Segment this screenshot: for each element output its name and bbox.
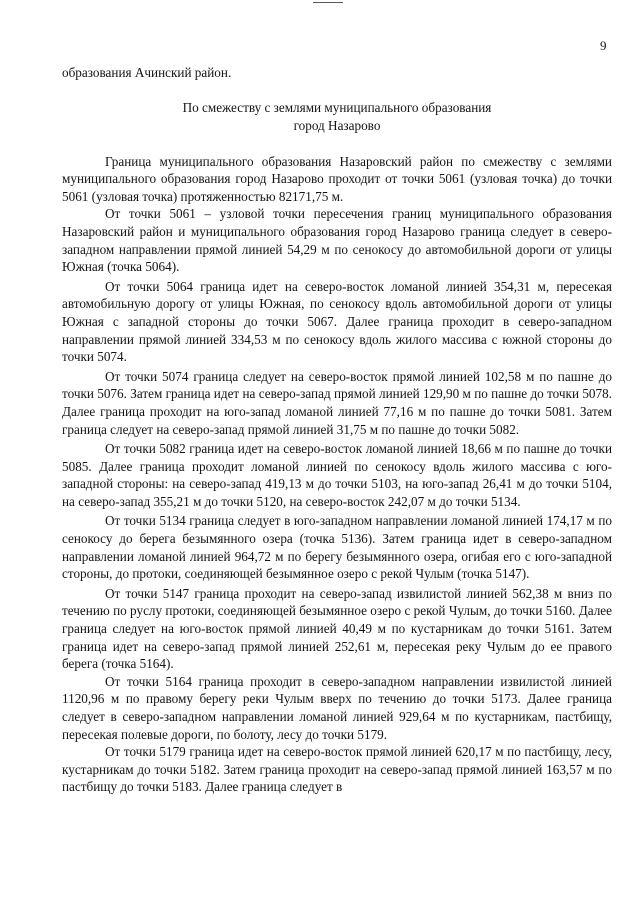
- paragraph-point-5164: От точки 5164 граница проходит в северо-западном направлении извилистой линией 1120,96 м по правому берегу реки Чулым вверх по течению до точки 5173. Далее граница следует в северо-западном направлении ломаной линией 929,64 м по кустарникам, пастбищу, пересекая полевые дороги, по болоту, лесу до точки 5179.: [62, 673, 612, 742]
- paragraph-point-5064: От точки 5064 граница идет на северо-восток ломаной линией 354,31 м, пересекая автомобильную дорогу от улицы Южная, по сенокосу вдоль автомобильной дороги от улицы Южная с западной стороны до точки 5067. Далее граница проходит в северо-западном направлении прямой линией 334,53 м по сенокосу вдоль жилого массива с южной стороны до точки 5074.: [62, 278, 612, 365]
- continuation-line: образования Ачинский район.: [62, 65, 232, 80]
- paragraph-point-5061: От точки 5061 – узловой точки пересечения границ муниципального образования Назаровский район и муниципального образования город Назарово граница следует в северо-западном направлении прямой линией 54,29 м по сенокосу до автомобильной дороги от улицы Южная (точка 5064).: [62, 206, 612, 275]
- section-heading: [62, 99, 612, 135]
- paragraph-point-5147: От точки 5147 граница проходит на северо-запад извилистой линией 562,38 м вниз по течению по руслу протоки, соединяющей безымянное озеро с рекой Чулым, до точки 5160. Далее граница следует на юго-восток прямой линией 40,49 м по кустарникам до точки 5161. Затем граница идет на северо-запад прямой линией 252,61 м, пересекая реку Чулым до ее правого берега (точка 5164).: [62, 585, 612, 672]
- document-page: [62, 64, 612, 796]
- paragraph-point-5082: От точки 5082 граница идет на северо-восток ломаной линией 18,66 м по пашне до точки 5085. Далее граница проходит ломаной линией по сенокосу вдоль жилого массива с юго-западной стороны: на северо-запад 419,13 м до точки 5103, на юго-запад 26,41 м до точки 5104, на северо-запад 355,21 м до точки 5120, на северо-восток 242,07 м до точки 5134.: [62, 441, 612, 509]
- top-divider-line: [313, 2, 343, 3]
- section-heading-line-1: По смежеству с землями муниципального образования: [182, 99, 492, 115]
- paragraph-point-5134: От точки 5134 граница следует в юго-западном направлении ломаной линией 174,17 м по сенокосу до берега безымянного озера (точка 5136). Затем граница идет в северо-западном направлении ломаной линией 964,72 м по берегу безымянного озера, огибая его с юго-западной стороны, до протоки, соединяющей безымянное озеро с рекой Чулым (точка 5147).: [62, 513, 612, 582]
- paragraph-boundary-intro: Граница муниципального образования Назаровский район по смежеству с землями муниципального образования город Назарово проходит от точки 5061 (узловая точка) до точки 5061 (узловая точка) протяженностью 82171,75 м.: [62, 153, 612, 204]
- page-number: 9: [600, 38, 607, 53]
- section-heading-line-2: город Назарово: [293, 117, 381, 133]
- paragraph-point-5074: От точки 5074 граница следует на северо-восток прямой линией 102,58 м по пашне до точки 5076. Затем граница идет на северо-запад прямой линией 129,90 м по пашне до точки 5078. Далее граница проходит на юго-запад ломаной линией 77,16 м по пашне до точки 5081. Затем граница следует на северо-запад прямой линией 31,75 м по пашне до точки 5082.: [62, 368, 612, 437]
- paragraph-point-5179: От точки 5179 граница идет на северо-восток прямой линией 620,17 м по пастбищу, лесу, кустарникам до точки 5182. Затем граница проходит на северо-запад прямой линией 163,57 м по пастбищу до точки 5183. Далее граница следует в: [62, 744, 612, 795]
